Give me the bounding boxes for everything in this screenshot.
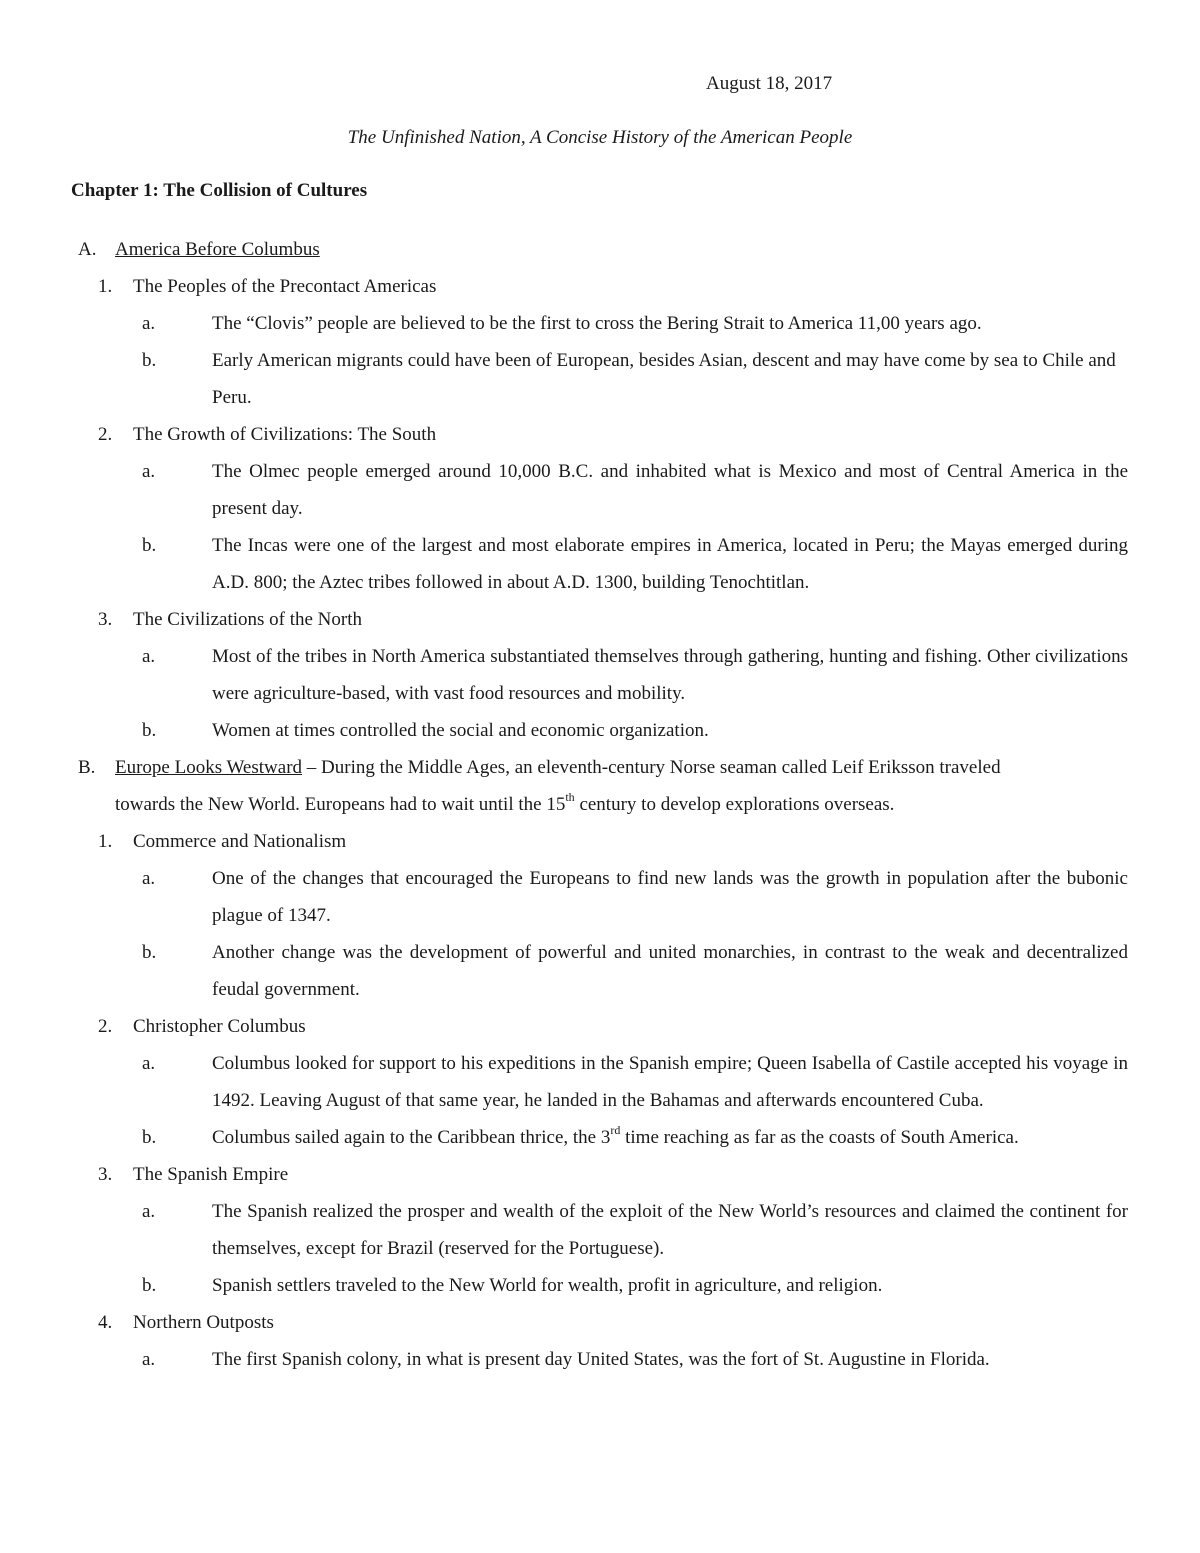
subsection-title: The Spanish Empire: [133, 1164, 289, 1185]
list-item: [0, 1193, 1200, 1267]
item-text: The “Clovis” people are believed to be the first to cross the Bering Strait to America 11,00 years ago.: [212, 313, 982, 334]
subsection-marker: 1.: [98, 276, 113, 297]
item-text: Another change was the development of powerful and united monarchies, in contrast to the weak and decentralized feudal government.: [212, 942, 1128, 1000]
section-heading: [0, 231, 1200, 268]
subsection-marker: 3.: [98, 1164, 113, 1185]
item-text: Women at times controlled the social and economic organization.: [212, 720, 709, 741]
item-marker: b.: [142, 1275, 157, 1296]
subsection-title: Commerce and Nationalism: [133, 831, 347, 852]
section-description-text: towards the New World. Europeans had to wait until the 15: [115, 794, 566, 815]
subsection-marker: 1.: [98, 831, 113, 852]
subsection-marker: 4.: [98, 1312, 113, 1333]
list-item: [0, 1045, 1200, 1119]
section-heading: [0, 749, 1200, 786]
list-item: [0, 860, 1200, 934]
subsection-title: Christopher Columbus: [133, 1016, 306, 1037]
subsection-marker: 3.: [98, 609, 113, 630]
book-title: The Unfinished Nation, A Concise History of the American People: [347, 127, 853, 148]
ordinal-suffix: th: [565, 789, 575, 804]
item-marker: a.: [142, 646, 156, 667]
item-marker: a.: [142, 1053, 156, 1074]
item-text: The Incas were one of the largest and most elaborate empires in America, located in Peru; the Mayas emerged during A.D. 800; the Aztec tribes followed in about A.D. 1300, building Tenochtitlan.: [212, 535, 1128, 593]
section-description: – During the Middle Ages, an eleventh-century Norse seaman called Leif Eriksson traveled: [302, 757, 1001, 778]
subsection-heading: [0, 1156, 1200, 1193]
item-text: The first Spanish colony, in what is present day United States, was the fort of St. Augustine in Florida.: [212, 1349, 990, 1370]
item-marker: a.: [142, 1349, 156, 1370]
list-item: [0, 305, 1200, 342]
chapter-heading: Chapter 1: The Collision of Cultures: [71, 180, 368, 201]
ordinal-suffix: rd: [610, 1122, 621, 1137]
item-marker: a.: [142, 1201, 156, 1222]
list-item: [0, 1267, 1200, 1304]
list-item: [0, 934, 1200, 1008]
item-text: Early American migrants could have been of European, besides Asian, descent and may have come by sea to Chile and Peru.: [212, 350, 1116, 408]
section-title: America Before Columbus: [115, 239, 320, 260]
subsection-heading: [0, 1008, 1200, 1045]
subsection-marker: 2.: [98, 1016, 113, 1037]
item-marker: a.: [142, 461, 156, 482]
item-marker: b.: [142, 1127, 157, 1148]
list-item: [0, 1341, 1200, 1378]
list-item: [0, 712, 1200, 749]
item-text: Spanish settlers traveled to the New World for wealth, profit in agriculture, and religion.: [212, 1275, 883, 1296]
list-item: [0, 453, 1200, 527]
list-item: [0, 342, 1200, 416]
section-marker: A.: [78, 239, 97, 260]
item-text: One of the changes that encouraged the Europeans to find new lands was the growth in population after the bubonic plague of 1347.: [212, 868, 1128, 926]
subsection-title: The Growth of Civilizations: The South: [133, 424, 437, 445]
item-text-part: Columbus sailed again to the Caribbean thrice, the 3: [212, 1127, 611, 1148]
section-marker: B.: [78, 757, 96, 778]
subsection-marker: 2.: [98, 424, 113, 445]
subsection-title: The Peoples of the Precontact Americas: [133, 276, 437, 297]
subsection-heading: [0, 416, 1200, 453]
item-marker: b.: [142, 720, 157, 741]
section-description-continued: [0, 786, 1200, 823]
subsection-heading: [0, 823, 1200, 860]
document-date: August 18, 2017: [706, 73, 833, 94]
item-marker: b.: [142, 942, 157, 963]
subsection-heading: [0, 1304, 1200, 1341]
item-marker: a.: [142, 313, 156, 334]
section-title: Europe Looks Westward: [115, 757, 303, 778]
list-item: [0, 527, 1200, 601]
list-item: [0, 638, 1200, 712]
item-text: The Olmec people emerged around 10,000 B.C. and inhabited what is Mexico and most of Central America in the present day.: [212, 461, 1128, 519]
section-description-text: century to develop explorations overseas.: [574, 794, 895, 815]
item-text: [212, 1119, 1128, 1156]
subsection-title: Northern Outposts: [133, 1312, 274, 1333]
subsection-title: The Civilizations of the North: [133, 609, 363, 630]
outline: [0, 231, 1200, 1378]
subsection-heading: [0, 268, 1200, 305]
item-marker: b.: [142, 350, 157, 371]
list-item: [0, 1119, 1200, 1156]
item-text-part: time reaching as far as the coasts of South America.: [620, 1127, 1019, 1148]
item-text: The Spanish realized the prosper and wealth of the exploit of the New World’s resources and claimed the continent for themselves, except for Brazil (reserved for the Portuguese).: [212, 1201, 1128, 1259]
item-text: Columbus looked for support to his expeditions in the Spanish empire; Queen Isabella of Castile accepted his voyage in 1492. Leaving August of that same year, he landed in the Bahamas and afterwards encountered Cuba.: [212, 1053, 1128, 1111]
item-text: Most of the tribes in North America substantiated themselves through gathering, hunting and fishing. Other civilizations were agriculture-based, with vast food resources and mobility.: [212, 646, 1128, 704]
item-marker: b.: [142, 535, 157, 556]
item-marker: a.: [142, 868, 156, 889]
subsection-heading: [0, 601, 1200, 638]
